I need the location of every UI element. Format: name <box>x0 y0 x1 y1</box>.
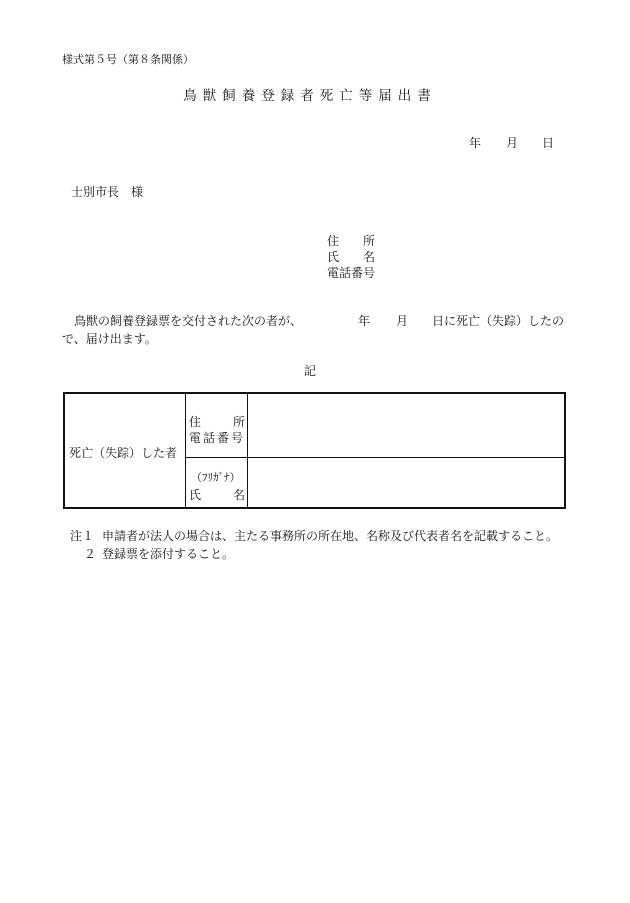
body-paragraph <box>62 312 572 348</box>
deceased-info-table <box>63 392 566 509</box>
date-year-label: 年 <box>469 136 482 150</box>
notes <box>70 527 558 563</box>
body-text-part2: 日に死亡（失踪）したので、届け出ます。 <box>62 314 565 346</box>
note-text: 登録票を添付すること。 <box>102 547 235 561</box>
table-address-label <box>189 413 245 430</box>
date-month-label: 月 <box>506 136 519 150</box>
applicant-address-char-2: 所 <box>362 234 375 248</box>
body-month: 月 <box>396 314 409 328</box>
name-input-area[interactable] <box>251 461 561 505</box>
form-number: 様式第５号（第８条関係） <box>62 53 194 66</box>
applicant-name-char-2: 名 <box>362 250 375 264</box>
table-name-label <box>189 486 245 503</box>
ki-heading: 記 <box>303 364 316 378</box>
addressee: 士別市長 様 <box>71 185 144 199</box>
applicant-address-label <box>327 232 375 249</box>
body-text-part1: 鳥獣の飼養登録票を交付された次の者が、 <box>74 314 303 328</box>
note-item <box>70 545 558 563</box>
row-header-deceased: 死亡（失踪）した者 <box>69 446 178 460</box>
body-year: 年 <box>358 314 371 328</box>
table-name-char-2: 名 <box>232 488 245 502</box>
address-phone-input-area[interactable] <box>251 398 561 454</box>
table-name-char-1: 氏 <box>189 488 202 502</box>
applicant-address-char-1: 住 <box>327 234 340 248</box>
note-number: ２ <box>84 547 97 561</box>
table-phone-label: 電話番号 <box>189 431 246 445</box>
note-item <box>70 527 558 545</box>
date-day-label: 日 <box>542 136 555 150</box>
table-divider-vertical-1 <box>185 394 186 507</box>
table-furigana-label: （ﾌﾘｶﾞﾅ） <box>191 471 241 484</box>
table-divider-horizontal <box>185 457 564 458</box>
applicant-name-char-1: 氏 <box>327 250 340 264</box>
table-address-char-1: 住 <box>189 415 202 429</box>
table-divider-vertical-2 <box>247 394 248 507</box>
table-address-char-2: 所 <box>232 415 245 429</box>
note-text: 申請者が法人の場合は、主たる事務所の所在地、名称及び代表者名を記載すること。 <box>102 529 559 543</box>
note-number: 注１ <box>70 529 95 543</box>
applicant-phone-label: 電話番号 <box>327 266 376 280</box>
applicant-name-label <box>327 248 375 265</box>
page-title: 鳥獣飼養登録者死亡等届出書 <box>183 88 437 104</box>
